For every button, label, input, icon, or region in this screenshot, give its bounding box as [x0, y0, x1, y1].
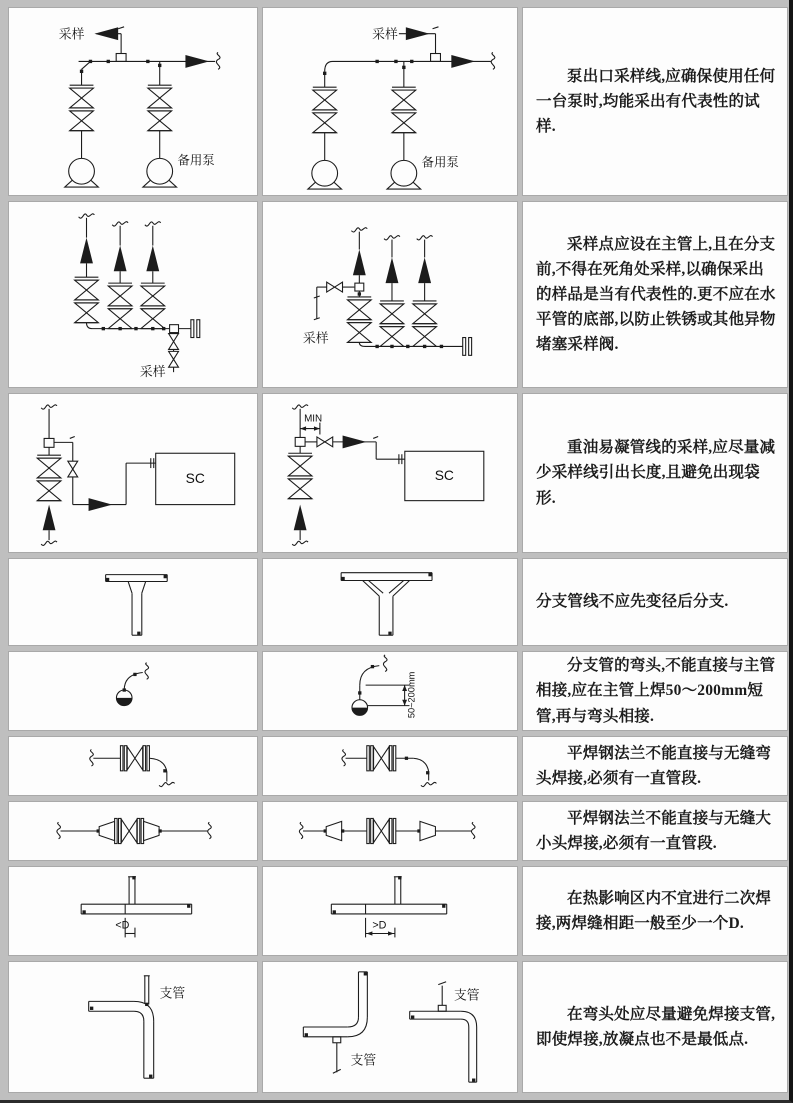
note-text: 重油易凝管线的采样,应尽量减少采样线引出长度,且避免出现袋形. — [536, 439, 776, 507]
note-row7 — [522, 801, 788, 861]
note-row8 — [522, 866, 788, 956]
diagram-heavy-oil-sampling-wrong — [9, 394, 257, 552]
sampling-label: 采样 — [139, 364, 166, 380]
diagram-pump-sampling-correct — [263, 8, 517, 195]
note-text: 分支管线不应先变径后分支. — [536, 593, 729, 611]
branch-pipe-label: 支管 — [454, 987, 480, 1003]
cell-row6-correct — [262, 736, 518, 796]
diagram-branch-reducer-correct — [263, 559, 517, 645]
note-text: 在热影响区内不宜进行二次焊接,两焊缝相距一般至少一个D. — [536, 889, 772, 932]
cell-row3-wrong — [8, 393, 258, 553]
note-row3 — [522, 393, 788, 553]
diagram-heavy-oil-sampling-correct — [263, 394, 517, 552]
note-row2 — [522, 201, 788, 388]
diagram-elbow-branch-correct — [263, 962, 517, 1092]
diagram-branch-elbow-correct — [263, 652, 517, 730]
diagram-flange-elbow-correct — [263, 737, 517, 795]
cell-row7-correct — [262, 801, 518, 861]
cell-row9-wrong — [8, 961, 258, 1093]
branch-pipe-label: 支管 — [159, 985, 186, 1001]
note-row5 — [522, 651, 788, 731]
diagram-flange-reducer-wrong — [9, 802, 257, 860]
cell-row8-correct — [262, 866, 518, 956]
cell-row1-correct — [262, 7, 518, 196]
sampling-label: 采样 — [302, 330, 329, 346]
branch-pipe-label: 支管 — [350, 1052, 377, 1068]
note-text: 平焊钢法兰不能直接与无缝弯头焊接,必须有一直管段. — [536, 744, 772, 787]
cell-row5-correct — [262, 651, 518, 731]
note-text: 在弯头处应尽量避免焊接支管,即使焊接,放凝点也不是最低点. — [536, 1005, 776, 1048]
sample-cooler-label: SC — [185, 469, 205, 486]
cell-row4-correct — [262, 558, 518, 646]
note-text: 采样点应设在主管上,且在分支前,不得在死角处采样,以确保采出的样品是当有代表性的.更不应在水平管的底部,以防止铁锈或其他异物堵塞采样阀. — [536, 235, 776, 354]
cell-row4-wrong — [8, 558, 258, 646]
diagram-manifold-sampling-wrong — [9, 202, 257, 387]
diagram-branch-elbow-wrong — [9, 652, 257, 730]
note-text: 平焊钢法兰不能直接与无缝大小头焊接,必须有一直管段. — [536, 809, 772, 852]
weld-spacing-dimension-label: >D — [372, 919, 387, 932]
cell-row5-wrong — [8, 651, 258, 731]
cell-row3-correct — [262, 393, 518, 553]
sample-cooler-label: SC — [434, 466, 454, 483]
diagram-manifold-sampling-correct — [263, 202, 517, 387]
diagram-weld-spacing-correct — [263, 867, 517, 955]
diagram-flange-reducer-correct — [263, 802, 517, 860]
standby-pump-label: 备用泵 — [177, 153, 215, 168]
note-row1 — [522, 7, 788, 196]
note-row9 — [522, 961, 788, 1093]
diagram-weld-spacing-wrong — [9, 867, 257, 955]
cell-row1-wrong — [8, 7, 258, 196]
diagram-elbow-branch-wrong — [9, 962, 257, 1092]
cell-row6-wrong — [8, 736, 258, 796]
sampling-label: 采样 — [58, 26, 85, 42]
diagram-flange-elbow-wrong — [9, 737, 257, 795]
note-text: 分支管的弯头,不能直接与主管相接,应在主管上焊50～200mm短管,再与弯头相接. — [536, 657, 776, 725]
cell-row7-wrong — [8, 801, 258, 861]
note-row4 — [522, 558, 788, 646]
note-row6 — [522, 736, 788, 796]
diagram-pump-sampling-wrong — [9, 8, 257, 195]
cell-row8-wrong — [8, 866, 258, 956]
cell-row2-correct — [262, 201, 518, 388]
standby-pump-label: 备用泵 — [421, 155, 459, 170]
weld-spacing-dimension-label: <D — [115, 919, 130, 932]
sampling-label: 采样 — [372, 26, 398, 42]
cell-row9-correct — [262, 961, 518, 1093]
stub-length-dimension-label: 50~200mm — [406, 671, 417, 719]
cell-row2-wrong — [8, 201, 258, 388]
diagram-branch-reducer-wrong — [9, 559, 257, 645]
note-text: 泵出口采样线,应确保使用任何一台泵时,均能采出有代表性的试样. — [536, 67, 776, 136]
min-dimension-label: MIN — [304, 413, 323, 425]
